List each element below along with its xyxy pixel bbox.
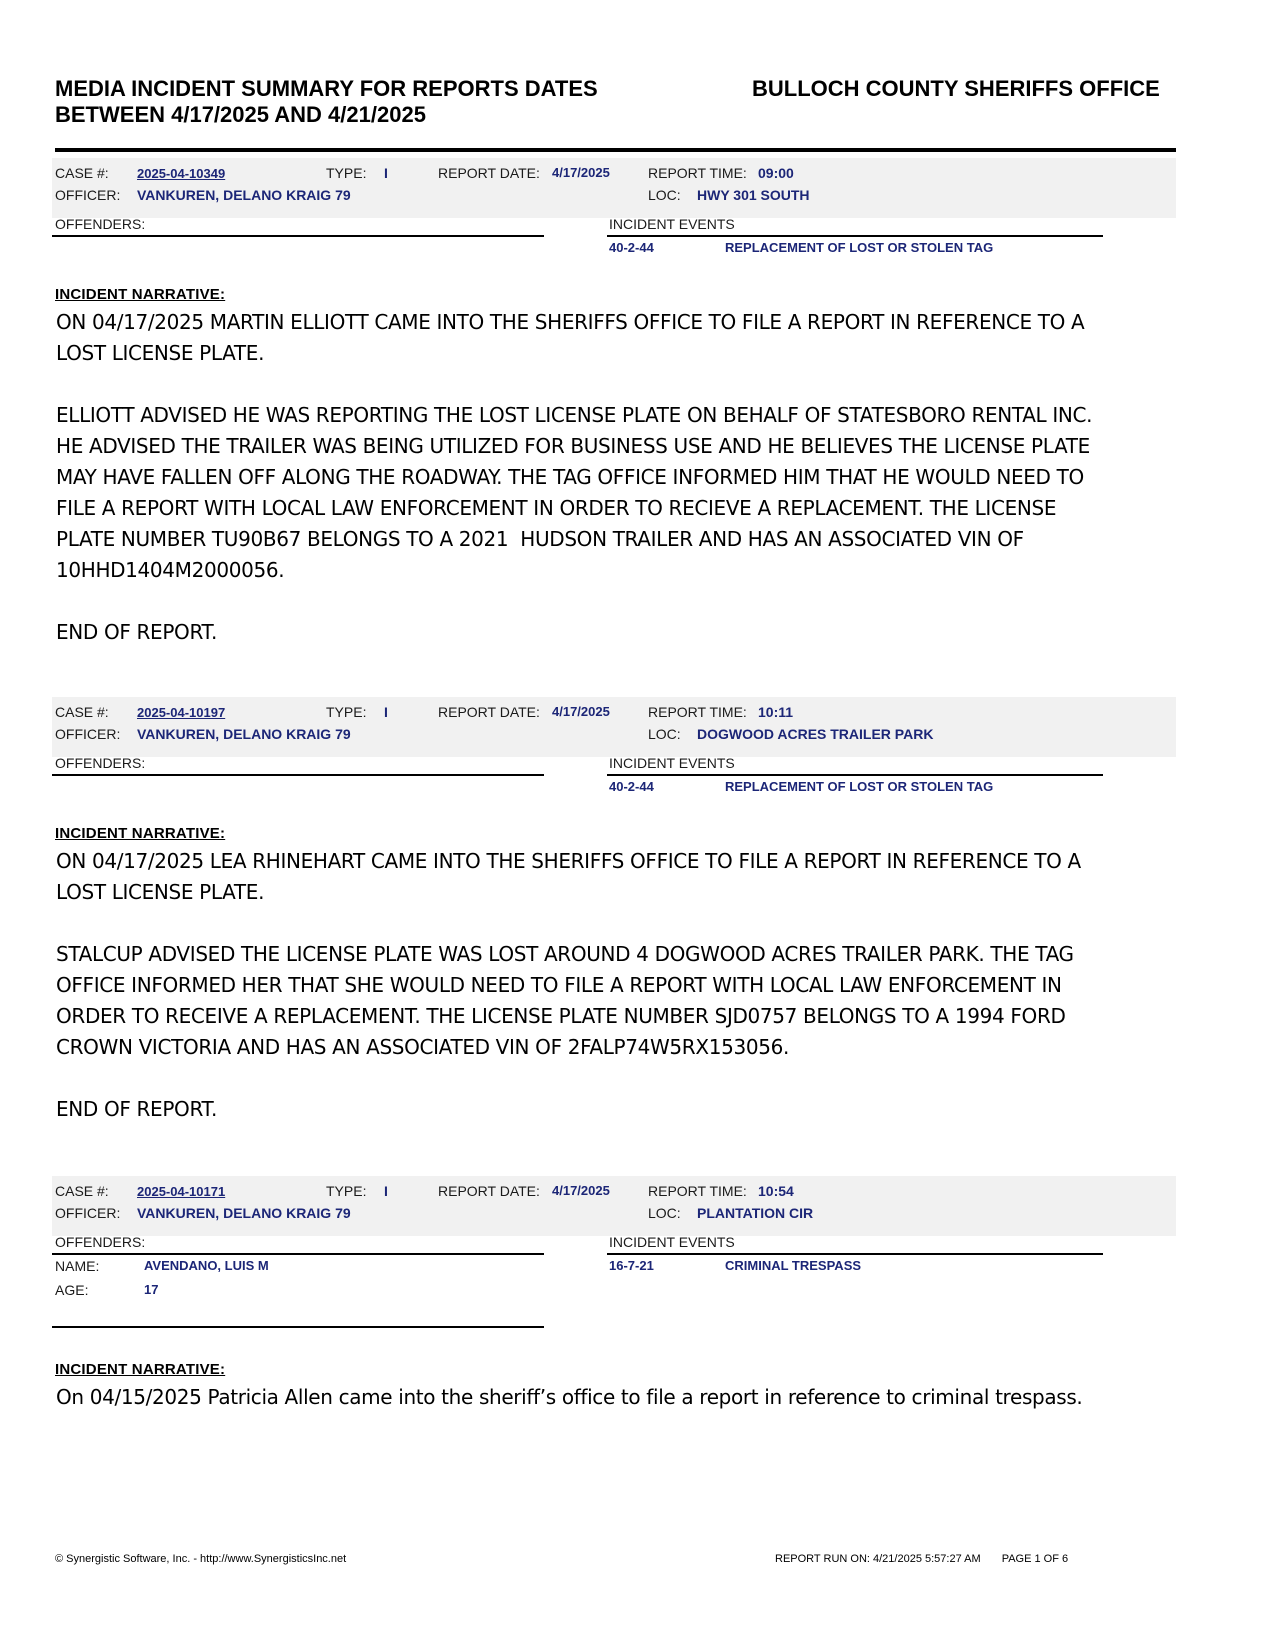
- loc-label: LOC:: [648, 726, 681, 742]
- loc-value: DOGWOOD ACRES TRAILER PARK: [697, 726, 934, 742]
- event-code: 16-7-21: [609, 1258, 654, 1273]
- offenders-rule: [52, 774, 544, 776]
- header-rule: [55, 148, 1176, 152]
- case-number-link[interactable]: 2025-04-10349: [137, 166, 226, 181]
- events-rule: [607, 235, 1103, 237]
- page-number: PAGE 1 OF 6: [1001, 1553, 1069, 1565]
- report-time-value: 09:00: [758, 165, 794, 181]
- narrative-heading: INCIDENT NARRATIVE:: [55, 1361, 226, 1378]
- report-title: MEDIA INCIDENT SUMMARY FOR REPORTS DATES BETWEEN 4/17/2025 AND 4/21/2025: [55, 76, 598, 127]
- officer-value: VANKUREN, DELANO KRAIG 79: [137, 187, 351, 203]
- report-time-value: 10:11: [758, 704, 794, 720]
- events-rule: [607, 774, 1103, 776]
- event-code: 40-2-44: [609, 779, 654, 794]
- offender-name-value: AVENDANO, LUIS M: [144, 1258, 269, 1273]
- report-date-label: REPORT DATE:: [438, 704, 540, 720]
- report-date-value: 4/17/2025: [552, 165, 610, 180]
- type-label: TYPE:: [326, 1183, 367, 1199]
- offenders-label: OFFENDERS:: [55, 216, 146, 232]
- type-value: I: [384, 1183, 388, 1199]
- offender-end-rule: [52, 1326, 544, 1328]
- narrative-heading: INCIDENT NARRATIVE:: [55, 825, 226, 842]
- footer-run-info: [775, 1553, 1086, 1565]
- report-date-label: REPORT DATE:: [438, 165, 540, 181]
- offender-name-label: NAME:: [55, 1258, 100, 1274]
- event-description: REPLACEMENT OF LOST OR STOLEN TAG: [725, 240, 994, 255]
- narrative-heading: INCIDENT NARRATIVE:: [55, 286, 226, 303]
- report-date-value: 4/17/2025: [552, 1183, 610, 1198]
- type-label: TYPE:: [326, 165, 367, 181]
- offender-age-label: AGE:: [55, 1282, 89, 1298]
- officer-label: OFFICER:: [55, 726, 121, 742]
- report-time-label: REPORT TIME:: [648, 1183, 747, 1199]
- loc-label: LOC:: [648, 1205, 681, 1221]
- case-label: CASE #:: [55, 1183, 109, 1199]
- report-run-on: REPORT RUN ON: 4/21/2025 5:57:27 AM: [775, 1553, 981, 1565]
- type-label: TYPE:: [326, 704, 367, 720]
- loc-label: LOC:: [648, 187, 681, 203]
- officer-value: VANKUREN, DELANO KRAIG 79: [137, 726, 351, 742]
- narrative-text: ON 04/17/2025 MARTIN ELLIOTT CAME INTO THE SHERIFFS OFFICE TO FILE A REPORT IN REFERENCE TO A LOST LICENSE PLATE. ELLIOTT ADVISED HE WAS REPORTING THE LOST LICENSE PLATE ON BEHALF OF STATESBORO RENTAL INC. HE ADVISED THE TRAILER WAS BEING UTILIZED FOR BUSINESS USE AND HE BELIEVES THE LICENSE PLATE MAY HAVE FALLEN OFF ALONG THE ROADWAY. THE TAG OFFICE INFORMED HIM THAT HE WOULD NEED TO FILE A REPORT WITH LOCAL LAW ENFORCEMENT IN ORDER TO RECIEVE A REPLACEMENT. THE LICENSE PLATE NUMBER TU90B67 BELONGS TO A 2021 HUDSON TRAILER AND HAS AN ASSOCIATED VIN OF 10HHD1404M2000056. END OF REPORT.: [56, 310, 1093, 644]
- type-value: I: [384, 165, 388, 181]
- incident-events-label: INCIDENT EVENTS: [609, 755, 735, 771]
- narrative-text: ON 04/17/2025 LEA RHINEHART CAME INTO THE SHERIFFS OFFICE TO FILE A REPORT IN REFERENCE TO A LOST LICENSE PLATE. STALCUP ADVISED THE LICENSE PLATE WAS LOST AROUND 4 DOGWOOD ACRES TRAILER PARK. THE TAG OFFICE INFORMED HER THAT SHE WOULD NEED TO FILE A REPORT WITH LOCAL LAW ENFORCEMENT IN ORDER TO RECEIVE A REPLACEMENT. THE LICENSE PLATE NUMBER SJD0757 BELONGS TO A 1994 FORD CROWN VICTORIA AND HAS AN ASSOCIATED VIN OF 2FALP74W5RX153056. END OF REPORT.: [56, 849, 1081, 1121]
- officer-label: OFFICER:: [55, 1205, 121, 1221]
- loc-value: HWY 301 SOUTH: [697, 187, 810, 203]
- offender-age-value: 17: [144, 1282, 159, 1297]
- incident-events-label: INCIDENT EVENTS: [609, 1234, 735, 1250]
- loc-value: PLANTATION CIR: [697, 1205, 814, 1221]
- case-label: CASE #:: [55, 165, 109, 181]
- offenders-rule: [52, 1253, 544, 1255]
- type-value: I: [384, 704, 388, 720]
- officer-value: VANKUREN, DELANO KRAIG 79: [137, 1205, 351, 1221]
- incident-events-label: INCIDENT EVENTS: [609, 216, 735, 232]
- event-code: 40-2-44: [609, 240, 654, 255]
- event-description: CRIMINAL TRESPASS: [725, 1258, 862, 1273]
- report-date-label: REPORT DATE:: [438, 1183, 540, 1199]
- agency-name: BULLOCH COUNTY SHERIFFS OFFICE: [752, 76, 1160, 101]
- event-description: REPLACEMENT OF LOST OR STOLEN TAG: [725, 779, 994, 794]
- report-time-label: REPORT TIME:: [648, 165, 747, 181]
- case-number-link[interactable]: 2025-04-10197: [137, 705, 226, 720]
- offenders-label: OFFENDERS:: [55, 1234, 146, 1250]
- officer-label: OFFICER:: [55, 187, 121, 203]
- events-rule: [607, 1253, 1103, 1255]
- case-label: CASE #:: [55, 704, 109, 720]
- narrative-text: On 04/15/2025 Patricia Allen came into the sheriff’s office to file a report in reference to criminal trespass.: [56, 1385, 1083, 1409]
- offenders-rule: [52, 235, 544, 237]
- case-number-link[interactable]: 2025-04-10171: [137, 1184, 226, 1199]
- report-time-value: 10:54: [758, 1183, 794, 1199]
- offenders-label: OFFENDERS:: [55, 755, 146, 771]
- report-time-label: REPORT TIME:: [648, 704, 747, 720]
- report-date-value: 4/17/2025: [552, 704, 610, 719]
- footer-copyright: © Synergistic Software, Inc. - http://www.SynergisticsInc.net: [55, 1553, 347, 1565]
